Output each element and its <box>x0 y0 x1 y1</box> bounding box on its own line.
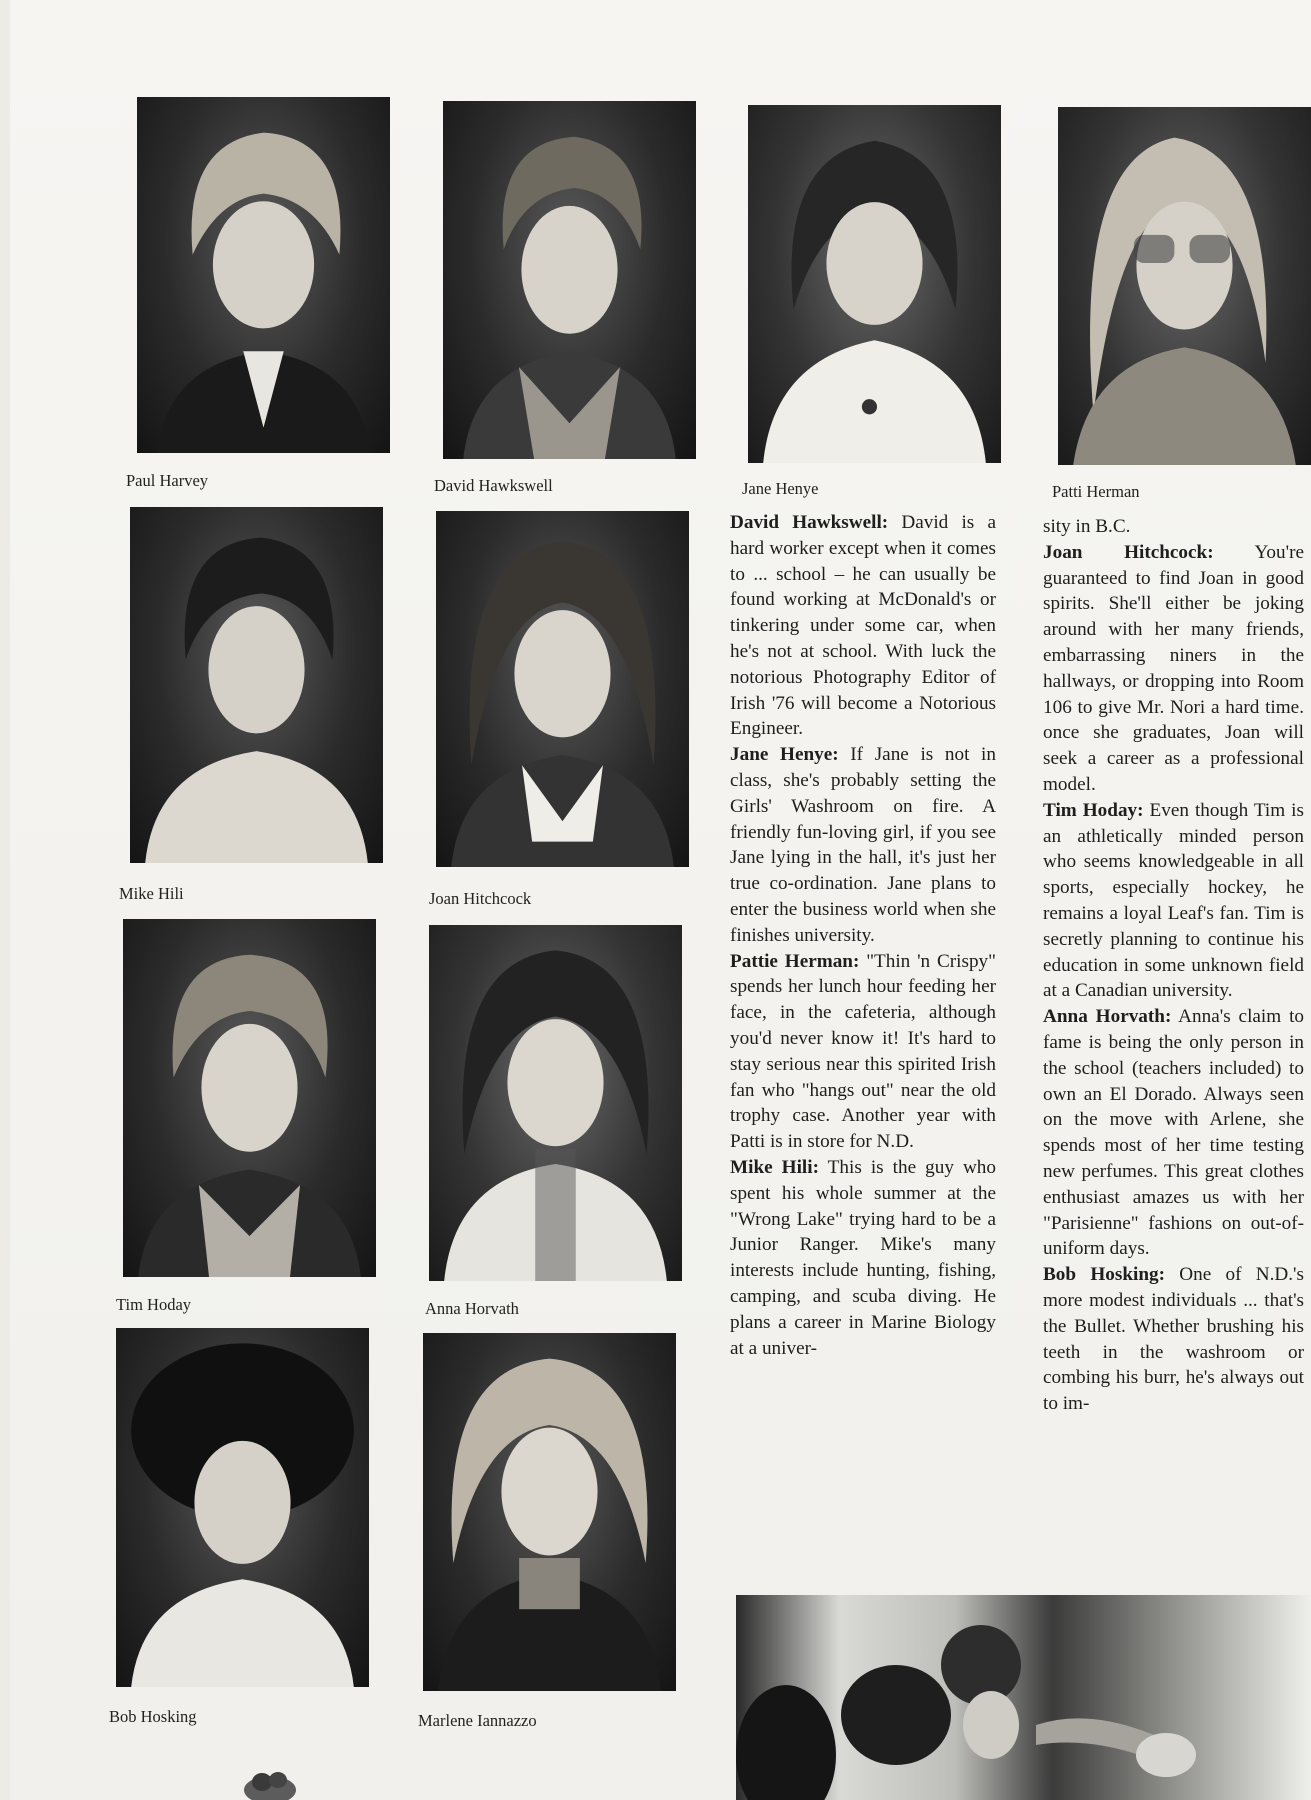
portrait-caption: Bob Hosking <box>109 1707 197 1726</box>
bio-paragraph <box>730 949 996 1155</box>
bio-paragraph <box>730 742 996 948</box>
portrait-caption: Paul Harvey <box>126 471 209 490</box>
portrait-photo <box>423 1333 676 1691</box>
bio-paragraph <box>1043 1004 1304 1262</box>
portrait-photo <box>1058 107 1311 465</box>
portrait-caption: David Hawkswell <box>434 476 553 495</box>
bio-column-left <box>730 510 996 1361</box>
portrait-photo <box>123 919 376 1277</box>
bio-paragraph <box>730 1155 996 1361</box>
bio-name: Joan Hitchcock: <box>1043 541 1214 563</box>
band-candid-photo <box>736 1595 1311 1800</box>
bio-name: Tim Hoday: <box>1043 799 1144 821</box>
bio-text: You're guaranteed to find Joan in good spirits. She'll either be joking around with her many friends, embarrassing niners in the hallways, or dropping into Room 106 to give Mr. Nori a hard time. once she graduates, Joan will seek a career as a professional model. <box>1043 541 1304 795</box>
portrait-caption: Marlene Iannazzo <box>418 1711 537 1730</box>
bio-name: Mike Hili: <box>730 1156 819 1178</box>
bio-text: Anna's claim to fame is being the only person in the school (teachers included) to own an El Dorado. Always seen on the move with Arlene, she spends most of her time testing new perfumes. This great clothes enthusiast amazes us with her "Parisienne" fashions on out-of-uniform days. <box>1043 1006 1304 1260</box>
bio-name: Anna Horvath: <box>1043 1006 1172 1028</box>
bio-text: David is a hard worker except when it comes to ... school – he can usually be found working at McDonald's or tinkering under some car, when he's not at school. With luck the notorious Photography Editor of Irish '76 will become a Notorious Engineer. <box>730 512 996 740</box>
portrait-photo <box>130 507 383 863</box>
bio-continuation: sity in B.C. <box>1043 516 1131 537</box>
bio-name: Pattie Herman: <box>730 950 860 972</box>
bio-text: Even though Tim is an athletically minded person who seems knowledgeable in all sports, especially hockey, he remains a loyal Leaf's fan. Tim is secretly planning to continue his education in some unknown field at a Canadian university. <box>1043 799 1304 1002</box>
bio-column-right <box>1043 514 1304 1417</box>
bio-text: This is the guy who spent his whole summer at the "Wrong Lake" trying hard to be a Junior Ranger. Mike's many interests include hunting, fishing, camping, and scuba diving. He plans a career in Marine Biology at a univer- <box>730 1156 996 1359</box>
portrait-caption: Mike Hili <box>119 884 184 903</box>
bio-paragraph <box>730 510 996 742</box>
portrait-photo <box>436 511 689 867</box>
portrait-photo <box>429 925 682 1281</box>
bio-text: "Thin 'n Crispy" spends her lunch hour feeding her face, in the cafeteria, although you'd never know it! It's hard to stay serious near this spirited Irish fan who "hangs out" near the old trophy case. Another year with Patti is in store for N.D. <box>730 950 996 1153</box>
portrait-caption: Joan Hitchcock <box>429 889 532 908</box>
portrait-caption: Jane Henye <box>742 479 819 498</box>
plant-decoration-icon <box>240 1766 300 1800</box>
bio-text: One of N.D.'s more modest individuals ... that's the Bullet. Whether brushing his teeth in the washroom or combing his burr, he's always out to im- <box>1043 1264 1304 1415</box>
portrait-photo <box>137 97 390 453</box>
portrait-caption: Anna Horvath <box>425 1299 519 1318</box>
bio-paragraph <box>1043 540 1304 798</box>
bio-name: David Hawkswell: <box>730 512 889 533</box>
portrait-photo <box>116 1328 369 1687</box>
bio-paragraph <box>1043 1262 1304 1417</box>
bio-name: Bob Hosking: <box>1043 1264 1165 1286</box>
portrait-caption: Patti Herman <box>1052 482 1140 501</box>
portrait-photo <box>443 101 696 459</box>
portrait-caption: Tim Hoday <box>116 1295 192 1314</box>
bio-text: If Jane is not in class, she's probably setting the Girls' Washroom on fire. A friendly fun-loving girl, if you see Jane lying in the hall, it's just her true co-ordination. Jane plans to enter the business world when she finishes university. <box>730 744 996 946</box>
portrait-photo <box>748 105 1001 463</box>
bio-paragraph <box>1043 798 1304 1004</box>
bio-name: Jane Henye: <box>730 744 839 766</box>
